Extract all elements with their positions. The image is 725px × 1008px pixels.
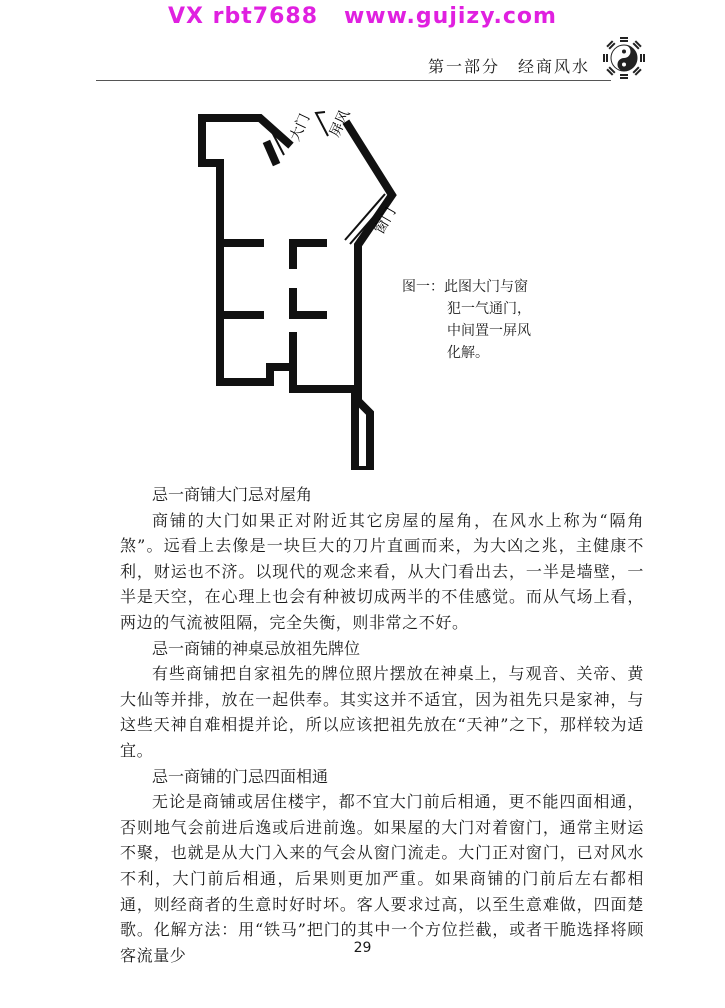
body-text: [120, 482, 644, 968]
page-number: 29: [353, 940, 372, 956]
caption-line: 图一：此图大门与窗: [402, 279, 528, 295]
caption-line: 化解。: [447, 345, 489, 361]
caption-line: 中间置一屏风: [447, 323, 531, 339]
caption-line: 犯一气通门，: [447, 301, 531, 317]
paragraph: 商铺的大门如果正对附近其它房屋的屋角，在风水上称为“隔角煞”。远看上去像是一块巨大的刀片直画而来，为大凶之兆，主健康不利，财运也不济。以现代的观念来看，从大门看出去，一半是墙壁，一半是天空，在心理上也会有种被切成两半的不佳感觉。而从气场上看，两边的气流被阻隔，完全失衡，则非常之不好。: [120, 510, 644, 632]
plan-door-wall: [268, 145, 275, 161]
running-header: 第一部分 经商风水: [428, 57, 591, 76]
section-heading: 忌一商铺大门忌对屋角: [152, 485, 313, 504]
paragraph: 无论是商铺或居住楼宇，都不宜大门前后相通，更不能四面相通，否则地气会前进后逸或后进前逸。如果屋的大门对着窗门，通常主财运不聚，也就是从大门入来的气会从窗门流走。大门正对窗门，已对风水不利，大门前后相通，后果则更加严重。如果商铺的门前后左右都相通，则经商者的生意时好时坏。客人要求过高，以至生意难做，四面楚歌。化解方法：用“铁马”把门的其中一个方位拦截，或者干脆选择将顾客流量少: [120, 792, 644, 965]
header-rule: [96, 80, 611, 81]
section-heading: 忌一商铺的门忌四面相通: [152, 766, 329, 786]
label-main-door: 大门: [287, 111, 314, 144]
figure-caption: [402, 276, 531, 364]
plan-screen: [316, 112, 328, 136]
plan-partition-lower: [220, 243, 260, 315]
taiji-bagua-icon: [602, 36, 646, 80]
paragraph: 有些商铺把自家祖先的牌位照片摆放在神桌上，与观音、关帝、黄大仙等并排，放在一起供奉。其实这并不适宜，因为祖先只是家神，与这些天神自难相提并论，所以应该把祖先放在“天神”之下，那样较为适宜。: [120, 664, 644, 760]
floor-plan-diagram: [180, 100, 415, 470]
watermark-text: VX rbt7688 www.gujizy.com: [168, 4, 557, 29]
plan-partition-right: [293, 243, 323, 382]
section-heading: 忌一商铺的神桌忌放祖先牌位: [152, 638, 361, 658]
label-window: 窗门: [371, 204, 400, 237]
label-screen: 屏风: [327, 107, 354, 140]
